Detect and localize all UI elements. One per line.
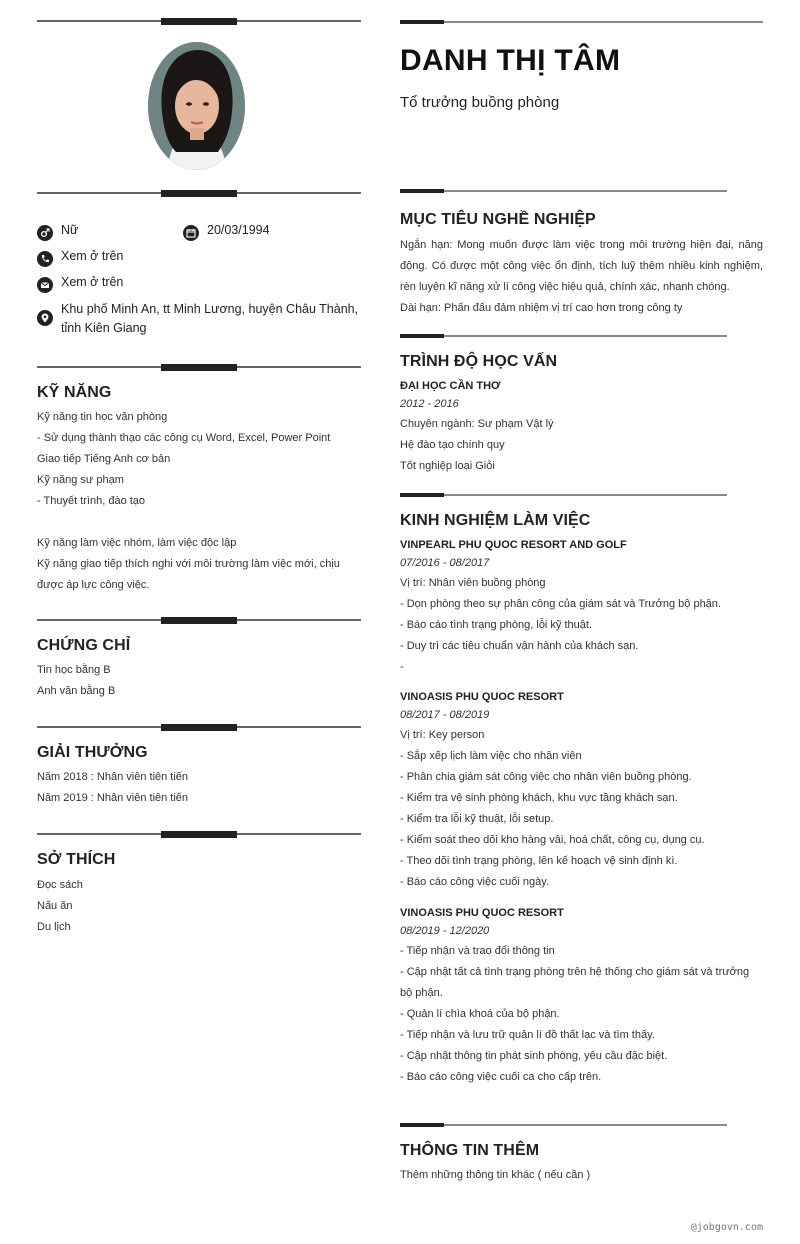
phone-value: Xem ở trên xyxy=(61,249,124,263)
divider xyxy=(37,190,361,197)
job-line: - Dọn phòng theo sự phân công của giám sát và Trưởng bộ phận. xyxy=(400,598,721,610)
calendar-icon xyxy=(183,225,199,241)
extra-title: THÔNG TIN THÊM xyxy=(400,1142,540,1159)
experience-title: KINH NGHIỆM LÀM VIỆC xyxy=(400,512,591,529)
job-line: bộ phận. xyxy=(400,987,443,999)
job-line: Vị trí: Nhân viên buồng phòng xyxy=(400,577,546,589)
certificate-line: Tin học bằng B xyxy=(37,664,111,676)
objective-text xyxy=(400,235,763,318)
phone-row xyxy=(37,249,123,267)
certificate-line: Anh văn bằng B xyxy=(37,685,116,697)
education-line: Tốt nghiệp loại Giỏi xyxy=(400,460,495,472)
job-line: - Kiểm soát theo dõi kho hàng vải, hoá chất, công cụ, dụng cụ. xyxy=(400,834,705,846)
watermark: @jobgovn.com xyxy=(690,1222,763,1233)
skill-line: được áp lực công việc. xyxy=(37,579,150,591)
certificates-title: CHỨNG CHỈ xyxy=(37,637,131,654)
company-name: VINOASIS PHU QUOC RESORT xyxy=(400,907,564,919)
hobby-line: Nấu ăn xyxy=(37,900,73,912)
divider xyxy=(37,18,361,25)
job-line: - xyxy=(400,661,404,673)
mail-icon xyxy=(37,277,53,293)
divider xyxy=(400,1123,727,1128)
birthdate-value: 20/03/1994 xyxy=(207,223,270,237)
awards-title: GIẢI THƯỞNG xyxy=(37,744,148,761)
gender-row xyxy=(37,223,78,241)
job-line: - Cập nhật thông tin phát sinh phòng, yêu cầu đặc biệt. xyxy=(400,1050,668,1062)
job-entry xyxy=(400,904,749,1088)
gender-icon xyxy=(37,225,53,241)
divider xyxy=(400,189,727,194)
job-line: - Báo cáo tình trạng phòng, lỗi kỹ thuật. xyxy=(400,619,593,631)
awards-list xyxy=(37,767,188,809)
hobbies-title: SỞ THÍCH xyxy=(37,851,116,868)
email-value: Xem ở trên xyxy=(61,275,124,289)
skill-line: Kỹ năng tin học văn phòng xyxy=(37,411,168,423)
divider xyxy=(400,20,763,25)
company-name: VINOASIS PHU QUOC RESORT xyxy=(400,691,564,703)
divider xyxy=(37,724,361,731)
education-line: Hệ đào tạo chính quy xyxy=(400,439,505,451)
job-line: - Sắp xếp lịch làm việc cho nhân viên xyxy=(400,750,582,762)
divider xyxy=(37,364,361,371)
award-line: Năm 2018 : Nhân viên tiên tiến xyxy=(37,771,189,783)
job-line: - Duy trì các tiêu chuẩn vận hành của khách sạn. xyxy=(400,640,639,652)
skill-line: Giao tiếp Tiếng Anh cơ bản xyxy=(37,453,171,465)
avatar xyxy=(148,42,245,170)
job-line: - Cập nhật tất cả tình trạng phòng trên hệ thống cho giám sát và trưởng xyxy=(400,966,750,978)
skill-line: Kỹ năng sư phạm xyxy=(37,474,124,486)
objective-long-term: Dài hạn: Phấn đấu đảm nhiệm vị trí cao hơn trong công ty xyxy=(400,302,683,314)
job-line: - Phân chia giám sát công việc cho nhân viên buồng phòng. xyxy=(400,771,692,783)
education-block xyxy=(400,377,554,477)
skills-title: KỸ NĂNG xyxy=(37,384,112,401)
hobby-line: Đọc sách xyxy=(37,879,83,891)
skill-line: - Sử dụng thành thạo các công cụ Word, Excel, Power Point xyxy=(37,432,331,444)
job-line: - Báo cáo công việc cuối ca cho cấp trên. xyxy=(400,1071,602,1083)
job-line: - Báo cáo công việc cuối ngày. xyxy=(400,876,549,888)
job-line: - Tiếp nhận và trao đổi thông tin xyxy=(400,945,555,957)
job-period: 07/2016 - 08/2017 xyxy=(400,557,490,569)
job-period: 08/2019 - 12/2020 xyxy=(400,925,490,937)
divider xyxy=(37,831,361,838)
gender-value: Nữ xyxy=(61,223,79,237)
school-name: ĐẠI HỌC CẦN THƠ xyxy=(400,380,501,392)
award-line: Năm 2019 : Nhân viên tiên tiến xyxy=(37,792,189,804)
job-period: 08/2017 - 08/2019 xyxy=(400,709,490,721)
education-line: Chuyên ngành: Sư phạm Vật lý xyxy=(400,418,554,430)
divider xyxy=(37,617,361,624)
job-line: - Kiểm tra vệ sinh phòng khách, khu vực tầng khách sạn. xyxy=(400,792,678,804)
education-period: 2012 - 2016 xyxy=(400,398,459,410)
divider xyxy=(400,493,727,498)
job-entry xyxy=(400,536,721,678)
phone-icon xyxy=(37,251,53,267)
skill-line: Kỹ năng làm việc nhóm, làm việc độc lập xyxy=(37,537,237,549)
birthdate-row xyxy=(183,223,270,241)
address-row xyxy=(37,300,358,338)
job-line: - Quản lí chìa khoá của bộ phận. xyxy=(400,1008,560,1020)
company-name: VINPEARL PHU QUOC RESORT AND GOLF xyxy=(400,539,627,551)
divider xyxy=(400,334,727,339)
email-row xyxy=(37,275,123,293)
skill-line xyxy=(37,512,340,533)
extra-text: Thêm những thông tin khác ( nếu cần ) xyxy=(400,1169,591,1181)
job-entry xyxy=(400,688,705,893)
hobby-line: Du lịch xyxy=(37,921,71,933)
skill-line: Kỹ năng giao tiếp thích nghi với môi trường làm việc mới, chịu xyxy=(37,558,340,570)
education-title: TRÌNH ĐỘ HỌC VẤN xyxy=(400,353,558,370)
skill-line: - Thuyết trình, đào tạo xyxy=(37,495,146,507)
job-line: - Tiếp nhận và lưu trữ quản lí đồ thất lạc và tìm thấy. xyxy=(400,1029,655,1041)
job-line: - Theo dõi tình trạng phòng, lên kế hoạch vệ sinh định kì. xyxy=(400,855,678,867)
address-line: tỉnh Kiên Giang xyxy=(61,321,147,335)
job-line: Vị trí: Key person xyxy=(400,729,485,741)
address-line: Khu phố Minh An, tt Minh Lương, huyện Châu Thành, xyxy=(61,302,359,316)
job-title: Tổ trưởng buồng phòng xyxy=(400,94,560,111)
objective-short-term: Ngắn hạn: Mong muốn được làm việc trong môi trường hiện đại, năng động. Có được một công việc ổn định, tích luỹ thêm nhiều kinh nghiệm, rèn luyện kĩ năng xử lí công việc hiệu quả, chính xác, nhanh chóng. xyxy=(400,239,763,293)
location-pin-icon xyxy=(37,310,53,326)
skills-list xyxy=(37,407,340,596)
job-line: - Kiểm tra lỗi kỹ thuật, lỗi setup. xyxy=(400,813,554,825)
objective-title: MỤC TIÊU NGHỀ NGHIỆP xyxy=(400,211,596,228)
hobbies-list xyxy=(37,875,83,938)
candidate-name: DANH THỊ TÂM xyxy=(400,44,621,77)
certificates-list xyxy=(37,660,115,702)
